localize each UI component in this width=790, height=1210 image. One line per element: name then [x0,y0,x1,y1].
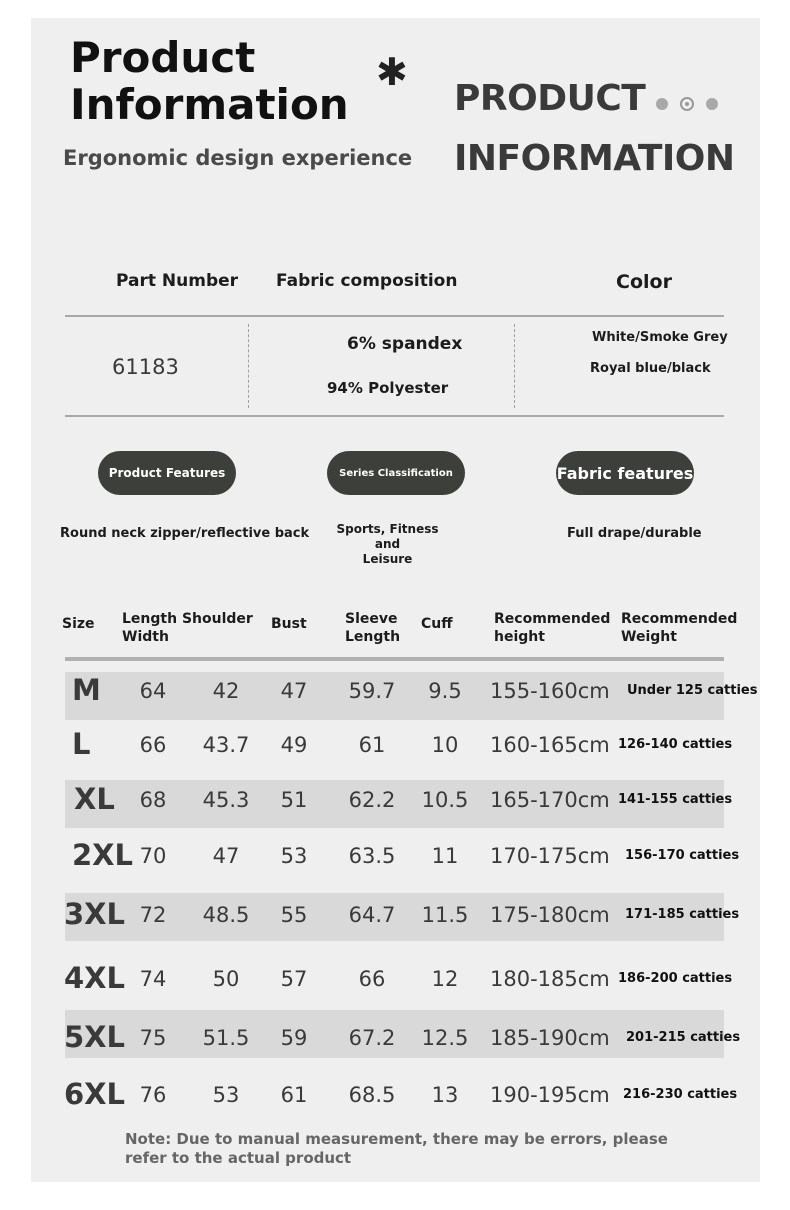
part-number-value: 61183 [112,355,179,379]
cell-shoulder: 45.3 [202,788,250,812]
cell-shoulder: 50 [212,967,240,991]
cell-shoulder: 51.5 [202,1026,250,1050]
note-line-1: Note: Due to manual measurement, there may be errors, please [125,1130,668,1148]
cell-weight: 126-140 catties [618,737,733,752]
col-size: Size [62,616,95,632]
header-color: Color [616,271,672,293]
col-sleeve-line-2: Length [345,629,401,645]
cell-sleeve: 66 [358,967,386,991]
cell-bust: 51 [280,788,308,812]
cell-height: 165-170cm [490,788,610,812]
divider [514,324,515,408]
divider [65,657,724,661]
col-height-line-2: height [494,629,545,645]
cell-cuff: 11.5 [421,903,469,927]
col-height-line-1: Recommended [494,611,611,627]
series-value-line-1: Sports, Fitness and [336,522,439,551]
right-heading-line-1: PRODUCT [454,78,646,119]
page-title [70,34,370,128]
cell-shoulder: 48.5 [202,903,250,927]
cell-height: 170-175cm [490,844,610,868]
size-label: 2XL [72,838,134,872]
cell-height: 160-165cm [490,733,610,757]
ring-dot-icon [680,97,694,111]
cell-cuff: 9.5 [428,679,462,703]
size-label: 6XL [64,1077,126,1111]
cell-length: 72 [139,903,167,927]
cell-length: 76 [139,1083,167,1107]
cell-length: 70 [139,844,167,868]
size-label: XL [74,782,115,816]
col-cuff: Cuff [421,616,453,632]
divider [248,324,249,408]
size-label: L [72,727,91,761]
measurement-note [125,1130,668,1168]
cell-bust: 55 [280,903,308,927]
divider [65,315,724,317]
color-option-2: Royal blue/black [590,361,711,376]
cell-weight: 156-170 catties [625,848,740,863]
dot-icon [656,98,668,110]
dot-icon [706,98,718,110]
cell-height: 185-190cm [490,1026,610,1050]
title-line-1: Product [70,33,256,82]
cell-weight: 141-155 catties [618,792,733,807]
cell-height: 180-185cm [490,967,610,991]
cell-shoulder: 43.7 [202,733,250,757]
product-features-badge: Product Features [98,451,236,495]
series-classification-badge: Series Classification [327,451,465,495]
cell-length: 66 [139,733,167,757]
fabric-features-badge: Fabric features [556,451,694,495]
cell-shoulder: 53 [212,1083,240,1107]
series-classification-value [325,522,450,567]
cell-length: 68 [139,788,167,812]
col-recommended-height [494,610,610,646]
cell-sleeve: 67.2 [348,1026,396,1050]
cell-weight: 186-200 catties [618,971,733,986]
size-label: M [72,673,101,707]
cell-bust: 49 [280,733,308,757]
header-part-number: Part Number [116,271,239,291]
product-features-value: Round neck zipper/reflective back [60,526,310,541]
cell-length: 74 [139,967,167,991]
col-bust: Bust [271,616,307,632]
cell-shoulder: 42 [212,679,240,703]
cell-length: 64 [139,679,167,703]
cell-sleeve: 61 [358,733,386,757]
cell-length: 75 [139,1026,167,1050]
cell-cuff: 10 [431,733,459,757]
size-label: 3XL [64,897,126,931]
fabric-polyester: 94% Polyester [327,379,449,397]
col-sleeve-line-1: Sleeve [345,611,398,627]
fabric-features-value: Full drape/durable [567,526,702,541]
right-heading-line-2: INFORMATION [454,138,735,179]
cell-shoulder: 47 [212,844,240,868]
decorative-dots [656,93,730,112]
col-recommended-weight [621,610,737,646]
cell-cuff: 10.5 [421,788,469,812]
cell-weight: 201-215 catties [626,1030,741,1045]
note-line-2: refer to the actual product [125,1149,352,1167]
cell-cuff: 12.5 [421,1026,469,1050]
cell-weight: Under 125 catties [627,683,758,698]
divider [65,415,724,417]
cell-bust: 53 [280,844,308,868]
cell-bust: 61 [280,1083,308,1107]
asterisk-icon: ✱ [376,50,408,94]
cell-height: 175-180cm [490,903,610,927]
cell-height: 190-195cm [490,1083,610,1107]
col-length-shoulder-line-2: Width [122,629,169,645]
content-card [31,18,760,1182]
cell-cuff: 11 [431,844,459,868]
col-weight-line-1: Recommended [621,611,738,627]
cell-sleeve: 64.7 [348,903,396,927]
series-value-line-2: Leisure [362,552,413,566]
cell-sleeve: 62.2 [348,788,396,812]
col-length-shoulder [122,610,253,646]
fabric-spandex: 6% spandex [347,334,463,354]
cell-height: 155-160cm [490,679,610,703]
cell-sleeve: 68.5 [348,1083,396,1107]
col-weight-line-2: Weight [621,629,677,645]
cell-bust: 57 [280,967,308,991]
cell-bust: 47 [280,679,308,703]
cell-sleeve: 63.5 [348,844,396,868]
cell-sleeve: 59.7 [348,679,396,703]
cell-weight: 216-230 catties [623,1087,738,1102]
title-line-2: Information [70,80,349,129]
col-sleeve-length [345,610,400,646]
cell-weight: 171-185 catties [625,907,740,922]
cell-cuff: 13 [431,1083,459,1107]
cell-cuff: 12 [431,967,459,991]
header-fabric-composition: Fabric composition [276,271,458,291]
col-length-shoulder-line-1: Length Shoulder [122,611,253,627]
size-label: 4XL [64,961,126,995]
color-option-1: White/Smoke Grey [592,330,728,345]
cell-bust: 59 [280,1026,308,1050]
subtitle: Ergonomic design experience [63,146,413,170]
size-label: 5XL [64,1020,126,1054]
